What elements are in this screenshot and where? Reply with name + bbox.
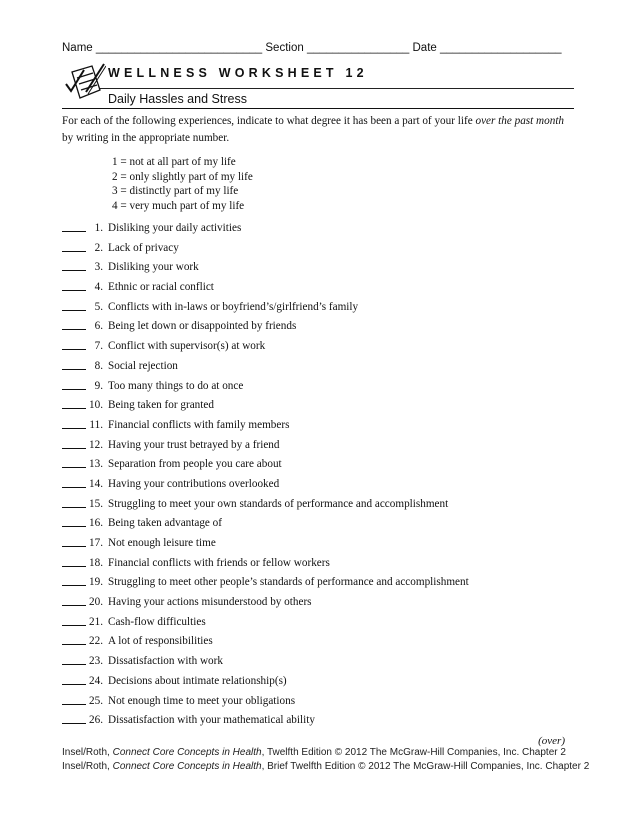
list-item [62,359,574,379]
student-info-line [62,42,562,54]
item-number: 19. [89,576,103,589]
list-item [62,694,574,714]
item-text: Financial conflicts with family members [108,418,290,431]
answer-blank[interactable] [62,615,86,626]
item-number: 20. [89,596,103,609]
item-text: Being taken advantage of [108,517,223,530]
list-item [62,575,574,595]
list-item [62,438,574,458]
item-text: Not enough time to meet your obligations [108,694,296,707]
item-text: Disliking your work [108,261,199,274]
checklist-pencil-icon [62,58,106,102]
answer-blank[interactable] [62,260,86,271]
answer-blank[interactable] [62,359,86,370]
answer-blank[interactable] [62,319,86,330]
item-text: Struggling to meet other people’s standards of performance and accomplishment [108,576,469,589]
scale-item: 3 = distinctly part of my life [112,185,239,197]
item-text: Cash-flow difficulties [108,615,206,628]
date-blank[interactable]: ___________________ [440,42,562,54]
worksheet-title: WELLNESS WORKSHEET 12 [108,66,368,80]
list-item [62,536,574,556]
item-number: 5. [94,300,103,313]
item-number: 21. [89,615,103,628]
answer-blank[interactable] [62,438,86,449]
item-number: 3. [94,261,103,274]
item-text: Being taken for granted [108,399,214,412]
over-label: (over) [538,735,565,747]
item-number: 8. [94,359,103,372]
item-number: 9. [94,379,103,392]
list-item [62,241,574,261]
item-text: Dissatisfaction with work [108,655,223,668]
worksheet-heading [62,58,574,108]
answer-blank[interactable] [62,694,86,705]
answer-blank[interactable] [62,713,86,724]
list-item [62,615,574,635]
answer-blank[interactable] [62,634,86,645]
item-text: A lot of responsibilities [108,635,213,648]
name-blank[interactable]: __________________________ [95,42,263,54]
list-item [62,339,574,359]
footer-line: Insel/Roth, Connect Core Concepts in Health, Brief Twelfth Edition © 2012 The McGraw-Hill Companies, Inc. Chapter 2 [62,760,590,772]
answer-blank[interactable] [62,379,86,390]
list-item [62,221,574,241]
answer-blank[interactable] [62,497,86,508]
item-text: Conflict with supervisor(s) at work [108,340,266,353]
answer-blank[interactable] [62,457,86,468]
item-number: 12. [89,438,103,451]
item-text: Ethnic or racial conflict [108,281,214,294]
list-item [62,497,574,517]
answer-blank[interactable] [62,339,86,350]
item-number: 13. [89,458,103,471]
hassles-list [62,221,574,733]
answer-blank[interactable] [62,575,86,586]
footer-credits [62,746,589,773]
list-item [62,654,574,674]
item-number: 17. [89,537,103,549]
item-number: 11. [89,418,103,431]
item-number: 10. [89,399,103,412]
item-number: 14. [89,477,103,490]
list-item [62,634,574,654]
list-item [62,674,574,694]
list-item [62,477,574,497]
item-number: 15. [89,497,103,510]
item-text: Dissatisfaction with your mathematical ability [108,714,315,727]
item-text: Financial conflicts with friends or fellow workers [108,556,330,569]
list-item [62,713,574,733]
list-item [62,516,574,536]
list-item [62,300,574,320]
answer-blank[interactable] [62,398,86,409]
item-number: 4. [94,281,103,294]
list-item [62,418,574,438]
heading-divider [62,108,574,109]
footer-line: Insel/Roth, Connect Core Concepts in Health, Twelfth Edition © 2012 The McGraw-Hill Companies, Inc. Chapter 2 [62,747,566,758]
item-text: Too many things to do at once [108,379,244,392]
answer-blank[interactable] [62,595,86,606]
item-text: Decisions about intimate relationship(s) [108,674,287,687]
instructions-text-start: For each of the following experiences, indicate to what degree it has been a part of your life [62,115,476,127]
item-text: Lack of privacy [108,241,179,254]
item-text: Having your trust betrayed by a friend [108,438,280,451]
item-text: Not enough leisure time [108,537,216,549]
answer-blank[interactable] [62,280,86,291]
answer-blank[interactable] [62,654,86,665]
instructions-emphasis: over the past month [475,115,565,127]
list-item [62,595,574,615]
item-number: 25. [89,694,103,707]
answer-blank[interactable] [62,674,86,685]
item-text: Having your contributions overlooked [108,477,280,490]
answer-blank[interactable] [62,418,86,429]
list-item [62,319,574,339]
item-text: Being let down or disappointed by friends [108,320,297,333]
list-item [62,398,574,418]
item-text: Having your actions misunderstood by others [108,596,312,609]
scale-item: 4 = very much part of my life [112,199,245,212]
answer-blank[interactable] [62,221,86,232]
scale-item: 2 = only slightly part of my life [112,170,253,183]
scale-item: 1 = not at all part of my life [112,156,236,168]
item-number: 16. [89,517,103,530]
item-text: Conflicts with in-laws or boyfriend’s/girlfriend’s family [108,300,359,313]
item-number: 18. [89,556,103,569]
answer-blank[interactable] [62,516,86,527]
item-number: 26. [89,714,103,727]
answer-blank[interactable] [62,556,86,567]
item-number: 6. [94,320,103,333]
section-label: Section [265,42,304,54]
item-number: 24. [89,674,103,687]
item-number: 7. [94,340,103,353]
item-number: 22. [89,635,103,648]
worksheet-subtitle: Daily Hassles and Stress [108,92,247,106]
list-item [62,379,574,399]
instructions [62,113,574,147]
item-text: Disliking your daily activities [108,222,242,234]
title-divider [100,88,574,89]
list-item [62,260,574,280]
item-number: 23. [89,655,103,668]
list-item [62,280,574,300]
item-number: 1. [94,222,103,234]
answer-blank[interactable] [62,300,86,311]
instructions-text-end: by writing in the appropriate number. [62,132,230,144]
answer-blank[interactable] [62,477,86,488]
section-blank[interactable]: ________________ [306,42,410,54]
item-number: 2. [94,241,103,254]
name-label: Name [62,42,93,54]
list-item [62,457,574,477]
item-text: Social rejection [108,359,178,372]
item-text: Struggling to meet your own standards of performance and accomplishment [108,497,449,510]
list-item [62,556,574,576]
rating-scale [112,155,253,213]
answer-blank[interactable] [62,241,86,252]
date-label: Date [412,42,437,54]
answer-blank[interactable] [62,536,86,547]
item-text: Separation from people you care about [108,458,282,471]
